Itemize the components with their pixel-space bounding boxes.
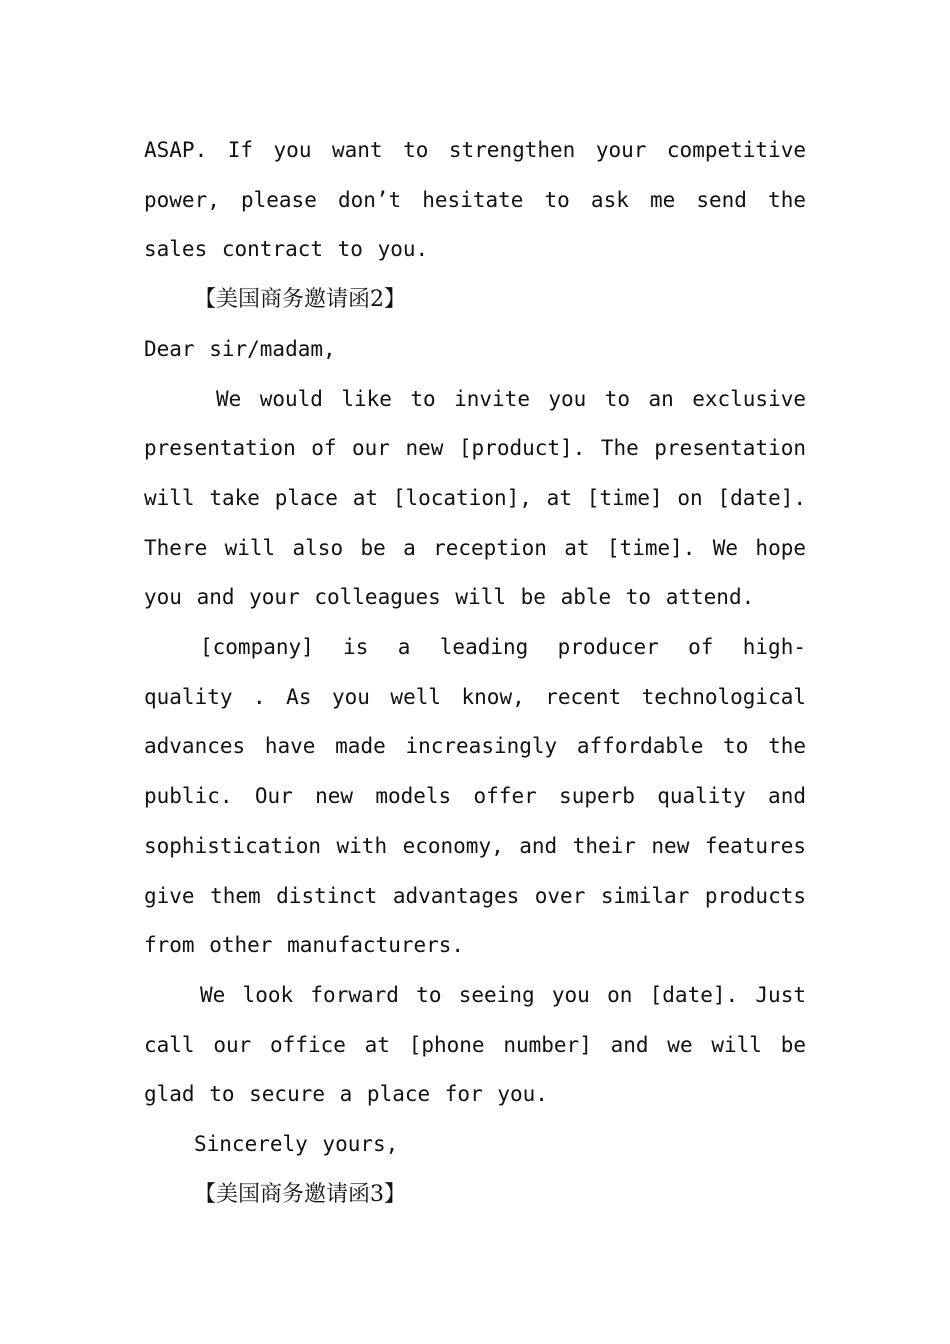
section-heading-2: 【美国商务邀请函2】 — [194, 287, 406, 313]
paragraph-continuation: ASAP. If you want to strengthen your competitive power, please don’t hesitate to ask me send the sales contract to you. — [144, 138, 806, 262]
signoff: Sincerely yours, — [194, 1132, 399, 1157]
paragraph-company: [company] is a leading producer of high-quality . As you well know, recent technological advances have made increasingly affordable to the public. Our new models offer superb quality and sophistication with economy, and their new features give them distinct advantages over similar products from other manufacturers. — [144, 635, 806, 958]
paragraph-invitation: We would like to invite you to an exclusive presentation of our new [product]. The presentation will take place at [location], at [time] on [date]. There will also be a reception at [time]. We hope you and your colleagues will be able to attend. — [144, 386, 806, 610]
document-body — [144, 126, 806, 1219]
salutation: Dear sir/madam, — [144, 336, 336, 361]
paragraph-closing: We look forward to seeing you on [date]. Just call our office at [phone number] and we will be glad to secure a place for you. — [144, 982, 806, 1107]
section-heading-3: 【美国商务邀请函3】 — [194, 1181, 406, 1207]
